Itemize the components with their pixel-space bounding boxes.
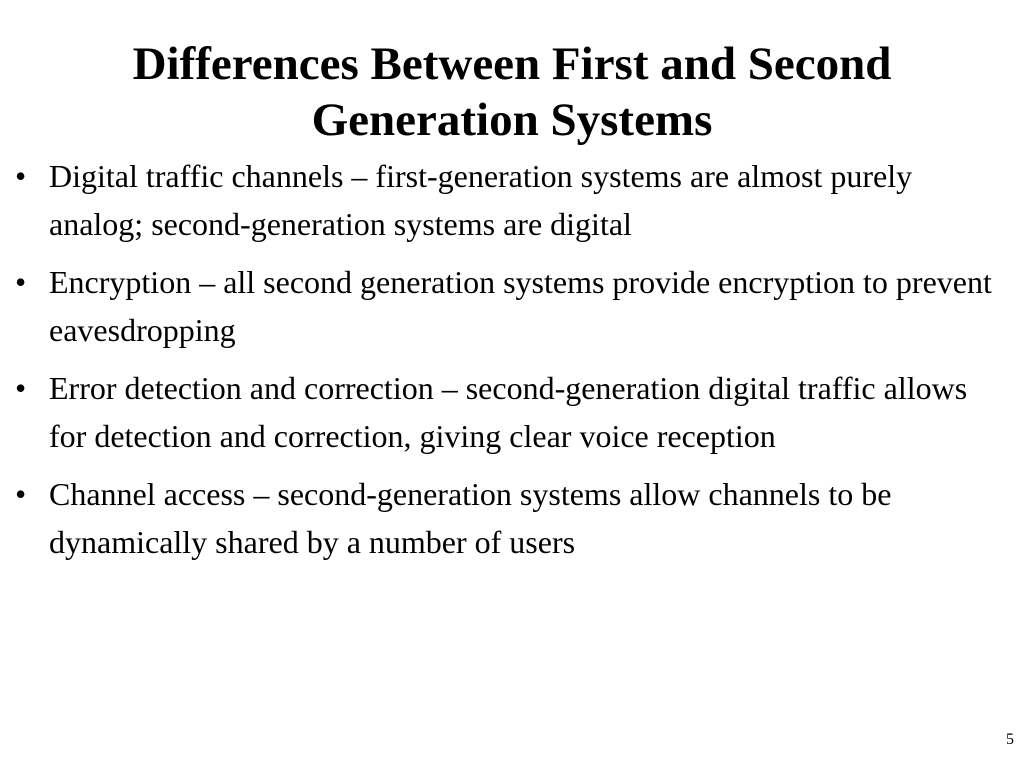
bullet-item-digital-traffic <box>0 152 1000 248</box>
bullet-text: Digital traffic channels – first-generation systems are almost purely analog; second-generation systems are digital <box>49 158 913 242</box>
slide-title-line-1: Differences Between First and Second <box>132 38 892 90</box>
bullet-item-encryption <box>0 258 1000 354</box>
bullet-marker: • <box>15 264 27 300</box>
bullet-list <box>0 152 1000 576</box>
bullet-text: Channel access – second-generation systems allow channels to be dynamically shared by a number of users <box>49 476 892 560</box>
bullet-marker: • <box>15 158 27 194</box>
bullet-marker: • <box>15 476 27 512</box>
bullet-item-error-detection <box>0 364 1000 460</box>
slide-title-line-2: Generation Systems <box>311 94 713 146</box>
bullet-text: Encryption – all second generation systems provide encryption to prevent eavesdropping <box>49 264 992 348</box>
bullet-item-channel-access <box>0 470 1000 566</box>
bullet-marker: • <box>15 370 27 406</box>
page-number: 5 <box>1006 731 1014 748</box>
bullet-text: Error detection and correction – second-generation digital traffic allows for detection and correction, giving clear voice reception <box>49 370 968 454</box>
slide-title <box>40 36 984 148</box>
